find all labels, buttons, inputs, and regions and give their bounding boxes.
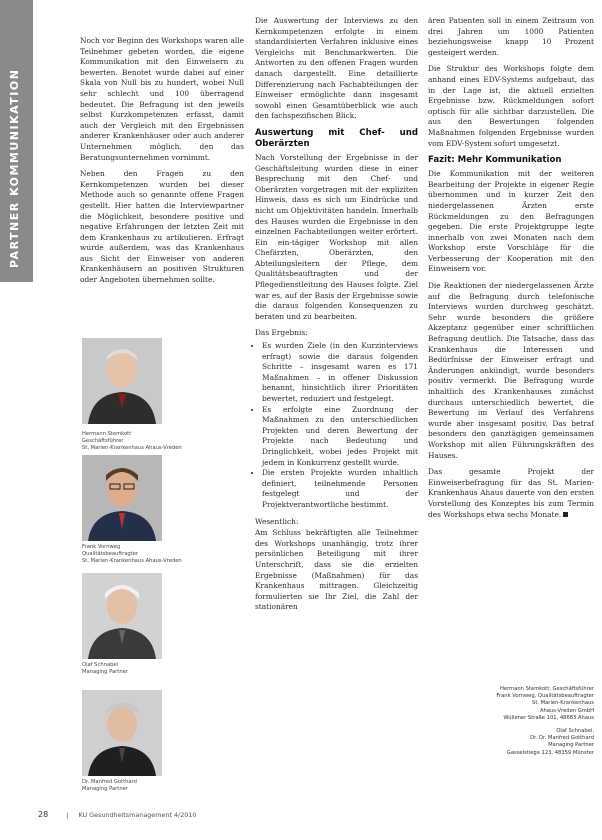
contact-line: Wüllener Straße 101, 48683 Ahaus bbox=[503, 714, 594, 721]
contact-hospital bbox=[420, 686, 594, 722]
section-label: PARTNER KOMMUNIKATION bbox=[8, 68, 21, 268]
person-role: Qualitätsbeauftragter bbox=[82, 551, 139, 558]
contact-consultant bbox=[420, 728, 594, 757]
contact-line: Frank Vornweg, Qualitätsbeauftragter bbox=[496, 693, 594, 700]
contact-line: Olaf Schnabel, bbox=[556, 728, 594, 735]
paragraph: Die Kommunikation mit der weiteren Bearbeitung der Projekte in eigener Regie übernommen und in kurzer Zeit den niedergelassenen Ärzten erste Rückmeldungen zu den Befragungen gegeben. Die erste Projektgruppe legte innerhalb von zwei Monaten nach dem Workshop erste Vorschläge für die Verbesserung der Kooperation mit den Einweisern vor. bbox=[428, 169, 594, 274]
paragraph-text: Das gesamte Projekt der Einweiserbefragung für das St. Marien-Krankenhaus Ahaus dauerte von den ersten Vorstellung des Konzeptes bis zum Termin des Workshops etwa sechs Monate. bbox=[428, 467, 594, 519]
text-column-3 bbox=[428, 16, 594, 526]
portrait-caption bbox=[82, 779, 232, 793]
section-sidebar bbox=[0, 0, 33, 282]
person-name: Dr. Manfred Gotthard bbox=[82, 779, 137, 785]
page-number: 28 bbox=[38, 810, 49, 819]
list-item: • Es wurden Ziele (in den Kurzinterviews erfragt) sowie die daraus folgenden Schritte – insgesamt waren es 171 Maßnahmen – in offener Diskussion benannt, hinsichtlich ihrer Prioritäten bewertet, reduziert und festgelegt. bbox=[262, 341, 418, 405]
list-item: • Es erfolgte eine Zuordnung der Maßnahmen zu den unterschiedlichen Projekten und deren Bewertung der Projekte nach Bedeutung und Dringlichkeit, wobei jedes Projekt mit jedem in Konkurrenz gestellt wurde. bbox=[262, 405, 418, 469]
paragraph: Die Struktur des Workshops folgte dem anhand eines EDV-Systems aufgebaut, das in der Lage ist, die aktuell erzielten Ergebnisse bzw. Rückmeldungen sofort optisch für alle sichtbar darzustellen. Die aus den Bewertungen folgenden Maßnahmen folgenden Ergebnisse wurden vom EDV-System sofort umgesetzt. bbox=[428, 64, 594, 148]
paragraph: ären Patienten soll in einem Zeitraum von drei Jahren um 1000 Patienten beziehungsweise knapp 10 Prozent gesteigert werden. bbox=[428, 16, 594, 57]
section-heading: Fazit: Mehr Kommunikation bbox=[428, 155, 562, 166]
portrait-photo bbox=[82, 573, 162, 659]
paragraph: Noch vor Beginn des Workshops waren alle Teilnehmer gebeten worden, die eigene Kommunikation mit den Einweisern zu bewerten. Benotet wurde dabei auf einer Skala von Null bis zu hundert, wobei Null sehr schlecht und 100 überragend bedeutet. Die Befragung ist den jeweils selbst Kurzkompetenzen erfasst, damit auch der Vergleich mit den Ergebnissen anderer Krankenhäuser oder auch anderer Unternehmen möglich, den das Beratungsunternehmen vornimmt. bbox=[80, 36, 244, 162]
section-heading: Auswertung mit Chef- und Oberärzten bbox=[255, 127, 418, 149]
portrait-photo bbox=[82, 690, 162, 776]
person-role: Managing Partner bbox=[82, 669, 128, 676]
contact-line: St. Marien-Krankenhaus bbox=[532, 700, 594, 707]
publication-title: KU Gesundheitsmanagement 4/2010 bbox=[78, 811, 197, 819]
portrait-caption bbox=[82, 431, 232, 453]
footer-separator: | bbox=[66, 811, 69, 819]
text-column-1 bbox=[80, 36, 244, 292]
list-item: • Die ersten Projekte wurden inhaltlich definiert, teilnehmende Personen festgelegt und der Projektverantwortliche bestimmt. bbox=[262, 468, 418, 510]
contact-line: Dr. Dr. Manfred Gotthard bbox=[530, 735, 594, 742]
contact-line: Gasselstiege 123, 48159 Münster bbox=[506, 749, 594, 756]
person-name: Olaf Schnabel bbox=[82, 662, 119, 668]
paragraph: Das Ergebnis: bbox=[255, 328, 308, 338]
person-org: St. Marien-Krankenhaus Ahaus-Vreden bbox=[82, 558, 182, 565]
page-footer bbox=[38, 810, 196, 819]
person-role: Geschäftsführer bbox=[82, 438, 124, 445]
person-name: Frank Vornweg bbox=[82, 544, 121, 550]
contact-line: Ahaus-Vreden GmbH bbox=[539, 707, 594, 714]
paragraph: Die Auswertung der Interviews zu den Kernkompetenzen erfolgte in einem standardisierten Verfahren inklusive eines Vergleichs mit Benchmarkwerten. Die Antworten zu den offenen Fragen wurden danach dargestellt. Eine detaillierte Differenzierung nach Fachabteilungen der Einweiser ermöglichte dann insgesamt sowohl einen Gesamtüberblick wie auch den fachspezifischen Blick. bbox=[255, 16, 418, 121]
contact-block bbox=[420, 686, 594, 763]
contact-line: Hermann Stemkott, Geschäftsführer bbox=[500, 686, 594, 692]
person-org: St. Marien-Krankenhaus Ahaus-Vreden bbox=[82, 445, 182, 452]
person-role: Managing Partner bbox=[82, 786, 128, 793]
portrait-photo bbox=[82, 455, 162, 541]
paragraph: Nach Vorstellung der Ergebnisse in der Geschäftsleitung wurden diese in einer Besprechung mit den Chef- und Oberärzten vorgetragen mit der expliziten Hinweis, dass es sich um Eindrücke und nicht um Objektivitäten handeln. Innerhalb des Hauses wurden die Ergebnisse in den einzelnen Fachabteilungen weiter erörtert. Ein ein-tägiger Workshop mit allen Chefärzten, Oberärzten, den Abteilungsleitern der Pflege, dem Qualitätsbeauftragten und der Pflegedienstleitung des Hauses folgte. Ziel war es, auf der Basis der Ergebnisse sowie die daraus folgenden Konsequenzen zu beraten und zu bearbeiten. bbox=[255, 152, 418, 321]
portrait-caption bbox=[82, 544, 232, 566]
portrait-photo bbox=[82, 338, 162, 424]
contact-line: Managing Partner bbox=[548, 742, 594, 749]
portrait-caption bbox=[82, 662, 232, 676]
person-name: Hermann Stemkott bbox=[82, 431, 132, 437]
paragraph bbox=[428, 467, 594, 520]
result-list bbox=[255, 341, 418, 511]
text-column-2 bbox=[255, 16, 418, 619]
subheading: Wesentlich: bbox=[255, 516, 299, 526]
end-mark-icon bbox=[563, 512, 568, 517]
paragraph: Am Schluss bekräftigten alle Teilnehmer des Workshops unanhängig, trotz ihrer persönlichen Beteiligung mit ihrer Unterschrift, dass sie die erzielten Ergebnisse (Maßnahmen) für das Krankenhaus mittragen. Gleichzeitig formulierten sie Ihr Ziel, die Zahl der stationären bbox=[255, 528, 418, 612]
paragraph: Die Reaktionen der niedergelassenen Ärzte auf die Befragung durch telefonische Interviews wurden durchweg geschätzt. Sehr wurde besonders die größere Akzeptanz gegenüber einer schriftlichen Befragung deutlich. Die Tatsache, dass das Krankenhaus die Interessen und Bedürfnisse der Einweiser erfragt und Änderungen ankündigt, wurde besonders positiv vermerkt. Die Befragung wurde inhaltlich des Krankenhauses zunächst durchaus unterschiedlich bewertet, die Bewertung im Verlauf des Verfahrens wurde aber insgesamt positiv. Das betraf besonders den ganztägigen gemeinsamen Workshop mit allen Führungskräften des Hauses. bbox=[428, 281, 594, 460]
paragraph: Neben den Fragen zu den Kernkompetenzen wurden bei dieser Methode auch so genannte offene Fragen gestellt. Hier hatten die Interviewpartner die Möglichkeit, besondere positive und negative Erfahrungen der letzten Zeit mit dem Krankenhaus zu artikulieren. Erfragt wurde außerdem, was das Krankenhaus aus Sicht der Einweiser von anderen Krankenhäusern an positiven Strukturen oder Angeboten übernehmen sollte. bbox=[80, 169, 244, 285]
